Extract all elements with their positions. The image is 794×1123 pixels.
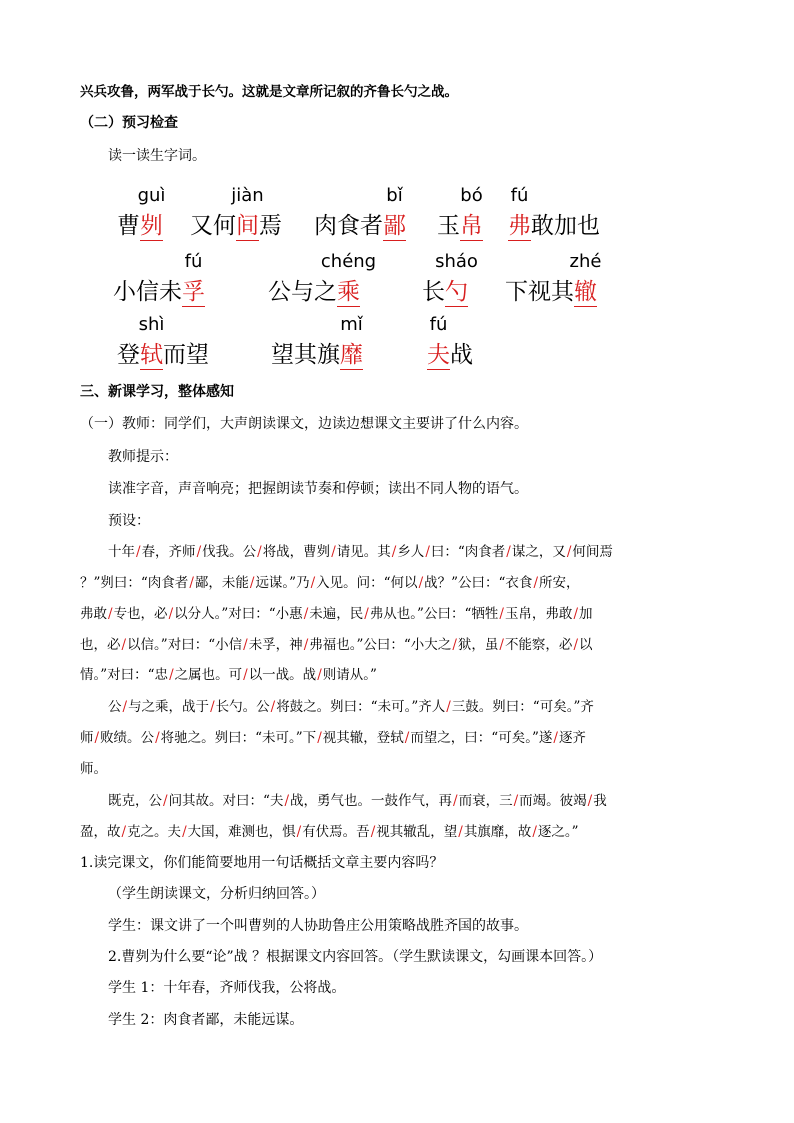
- pause-mark: /: [136, 544, 141, 560]
- vocab-char: 而望: [163, 342, 209, 368]
- pause-mark: /: [108, 606, 113, 622]
- vocab-char: 小信未: [113, 279, 182, 305]
- vocab-char: 敢加也: [531, 213, 600, 239]
- pause-mark: /: [404, 730, 410, 746]
- pause-mark: /: [587, 793, 593, 809]
- pinyin: mǐ: [340, 314, 363, 335]
- vocab-char: 曹: [117, 213, 140, 239]
- vocab-char: 公与之: [268, 279, 337, 305]
- pause-mark: /: [566, 544, 572, 560]
- pause-mark: /: [391, 544, 397, 560]
- vocab-char: 又何: [190, 213, 236, 239]
- vocab-char: 焉: [259, 213, 282, 239]
- pause-mark: /: [243, 637, 248, 653]
- pinyin: zhé: [569, 251, 602, 272]
- pause-mark: /: [452, 637, 457, 653]
- vocab-row-1: [0, 171, 794, 241]
- vocab-char: 玉: [437, 213, 460, 239]
- vocab-row-3: [0, 300, 794, 370]
- hint-text: 读准字音，声音响亮；把握朗读节奏和停顿；读出不同人物的语气。: [108, 481, 528, 497]
- vocab-target-char: 弗 fú: [508, 212, 531, 241]
- pause-mark: /: [121, 824, 127, 840]
- pause-mark: /: [168, 606, 174, 622]
- pause-mark: /: [317, 667, 322, 683]
- vocab-instruction: 读一读生字词。: [108, 148, 206, 164]
- pinyin: jiàn: [231, 185, 264, 206]
- pinyin: bǐ: [386, 185, 403, 206]
- pause-mark: /: [122, 699, 128, 715]
- vocab-target-char: 靡 mǐ: [340, 341, 363, 370]
- pause-mark: /: [94, 730, 100, 746]
- pinyin: fú: [510, 185, 529, 206]
- pause-mark: /: [155, 730, 160, 746]
- pause-mark: /: [553, 730, 558, 746]
- passage-line: 师。: [80, 761, 107, 777]
- pause-mark: /: [310, 575, 316, 591]
- pause-mark: /: [499, 606, 504, 622]
- pause-mark: /: [303, 606, 309, 622]
- vocab-char: 肉食者: [314, 213, 383, 239]
- pause-mark: /: [284, 793, 290, 809]
- vocab-word: [427, 314, 473, 370]
- pinyin: guì: [137, 185, 166, 206]
- vocab-char: 登: [117, 342, 140, 368]
- pause-mark: /: [506, 544, 511, 560]
- pause-mark: /: [296, 824, 302, 840]
- pause-mark: /: [182, 824, 187, 840]
- pause-mark: /: [573, 606, 578, 622]
- pinyin: fú: [184, 251, 203, 272]
- passage-line: 情。”对曰：“忠/之属也。可/以一战。战/则请从。”: [80, 667, 377, 683]
- teacher-line: （一）教师：同学们，大声朗读课文，边读边想课文主要讲了什么内容。: [80, 416, 528, 432]
- passage-line: 既克，公/问其故。对曰：“夫/战，勇气也。一鼓作气，再/而衰，三/而竭。彼竭/我: [108, 793, 607, 809]
- vocab-target-char: 间 jiàn: [236, 212, 259, 241]
- passage-line: 也，必/以信。”对曰：“小信/未孚，神/弗福也。”公曰：“小大之/狱，虽/不能察，必/以: [80, 637, 593, 653]
- passage-line: 公/与之乘，战于/长勺。公/将鼓之。刿曰：“未可。”齐人/三鼓。刿曰：“可矣。”齐: [108, 699, 594, 715]
- pause-mark: /: [270, 699, 276, 715]
- pause-mark: /: [513, 793, 519, 809]
- section2-heading: （二）预习检查: [80, 115, 178, 131]
- pause-mark: /: [196, 544, 202, 560]
- pause-mark: /: [249, 575, 255, 591]
- pause-mark: /: [317, 730, 322, 746]
- vocab-target-char: 辙 zhé: [574, 278, 597, 307]
- pause-mark: /: [425, 544, 430, 560]
- pause-mark: /: [573, 637, 578, 653]
- question-1: 1.读完课文，你们能简要地用一句话概括文章主要内容吗？: [80, 855, 444, 871]
- pause-mark: /: [243, 667, 248, 683]
- vocab-char: 下视其: [505, 279, 574, 305]
- pause-mark: /: [418, 575, 424, 591]
- preset-label: 预设：: [108, 513, 150, 529]
- vocab-char: 望其旗: [271, 342, 340, 368]
- question-2: 2.曹刿为什么要“论”战 ？根据课文内容回答。（学生默读课文，勾画课本回答。）: [108, 949, 603, 965]
- pinyin: sháo: [435, 251, 478, 272]
- pause-mark: /: [121, 637, 127, 653]
- pause-mark: /: [303, 637, 309, 653]
- pause-mark: /: [446, 699, 451, 715]
- passage-line: ？”刿曰：“肉食者/鄙，未能/远谋。”乃/入见。问：“何以/战？”公曰：“衣食/所安，: [80, 575, 580, 591]
- pause-mark: /: [533, 575, 538, 591]
- passage-line: 弗敢/专也，必/以分人。”对曰：“小惠/未遍，民/弗从也。”公曰：“牺牲/玉帛，弗敢/加: [80, 606, 593, 622]
- pause-mark: /: [499, 637, 504, 653]
- vocab-target-char: 帛 bó: [460, 212, 483, 241]
- pinyin: chéng: [320, 251, 377, 272]
- pinyin: fú: [429, 314, 448, 335]
- question-2-answer-1: 学生 1：十年春，齐师伐我，公将战。: [108, 980, 346, 996]
- vocab-char: 战: [450, 342, 473, 368]
- vocab-target-char: 鄙 bǐ: [383, 212, 406, 241]
- hint-label: 教师提示：: [108, 449, 178, 465]
- vocab-target-char: 轼 shì: [140, 341, 163, 370]
- passage-line: 师/败绩。公/将驰之。刿曰：“未可。”下/视其辙，登轼/而望之，曰：“可矣。”遂/逐齐: [80, 730, 586, 746]
- pause-mark: /: [189, 575, 194, 591]
- pause-mark: /: [257, 544, 262, 560]
- question-1-note: （学生朗读课文，分析归纳回答。）: [108, 886, 325, 902]
- pause-mark: /: [169, 667, 174, 683]
- passage-line: 十年/春，齐师/伐我。公/将战，曹刿/请见。其/乡人/曰：“肉食者/谋之，又/何间焉: [108, 544, 613, 560]
- vocab-row-2: [0, 237, 794, 307]
- pause-mark: /: [331, 544, 336, 560]
- vocab-word: [271, 314, 363, 370]
- vocab-target-char: 乘 chéng: [337, 278, 360, 307]
- pinyin: bó: [460, 185, 483, 206]
- vocab-target-char: 刿 guì: [140, 212, 163, 241]
- pinyin: shì: [138, 314, 165, 335]
- pause-mark: /: [210, 699, 215, 715]
- vocab-target-char: 孚 fú: [182, 278, 205, 307]
- vocab-char: 长: [422, 279, 445, 305]
- pause-mark: /: [163, 793, 168, 809]
- pause-mark: /: [532, 824, 537, 840]
- question-2-answer-2: 学生 2：肉食者鄙，未能远谋。: [108, 1012, 304, 1028]
- intro-line: 兴兵攻鲁，两军战于长勺。这就是文章所记叙的齐鲁长勺之战。: [80, 84, 458, 100]
- vocab-target-char: 勺 sháo: [445, 278, 468, 307]
- vocab-target-char: 夫 fú: [427, 341, 450, 370]
- passage-line: 盈，故/克之。夫/大国，难测也，惧/有伏焉。吾/视其辙乱，望/其旗靡，故/逐之。”: [80, 824, 579, 840]
- pause-mark: /: [364, 606, 369, 622]
- pause-mark: /: [453, 793, 458, 809]
- question-1-answer: 学生：课文讲了一个叫曹刿的人协助鲁庄公用策略战胜齐国的故事。: [108, 918, 528, 934]
- pause-mark: /: [458, 824, 463, 840]
- section3-heading: 三、新课学习，整体感知: [80, 384, 234, 400]
- pause-mark: /: [370, 824, 376, 840]
- vocab-word: [117, 314, 209, 370]
